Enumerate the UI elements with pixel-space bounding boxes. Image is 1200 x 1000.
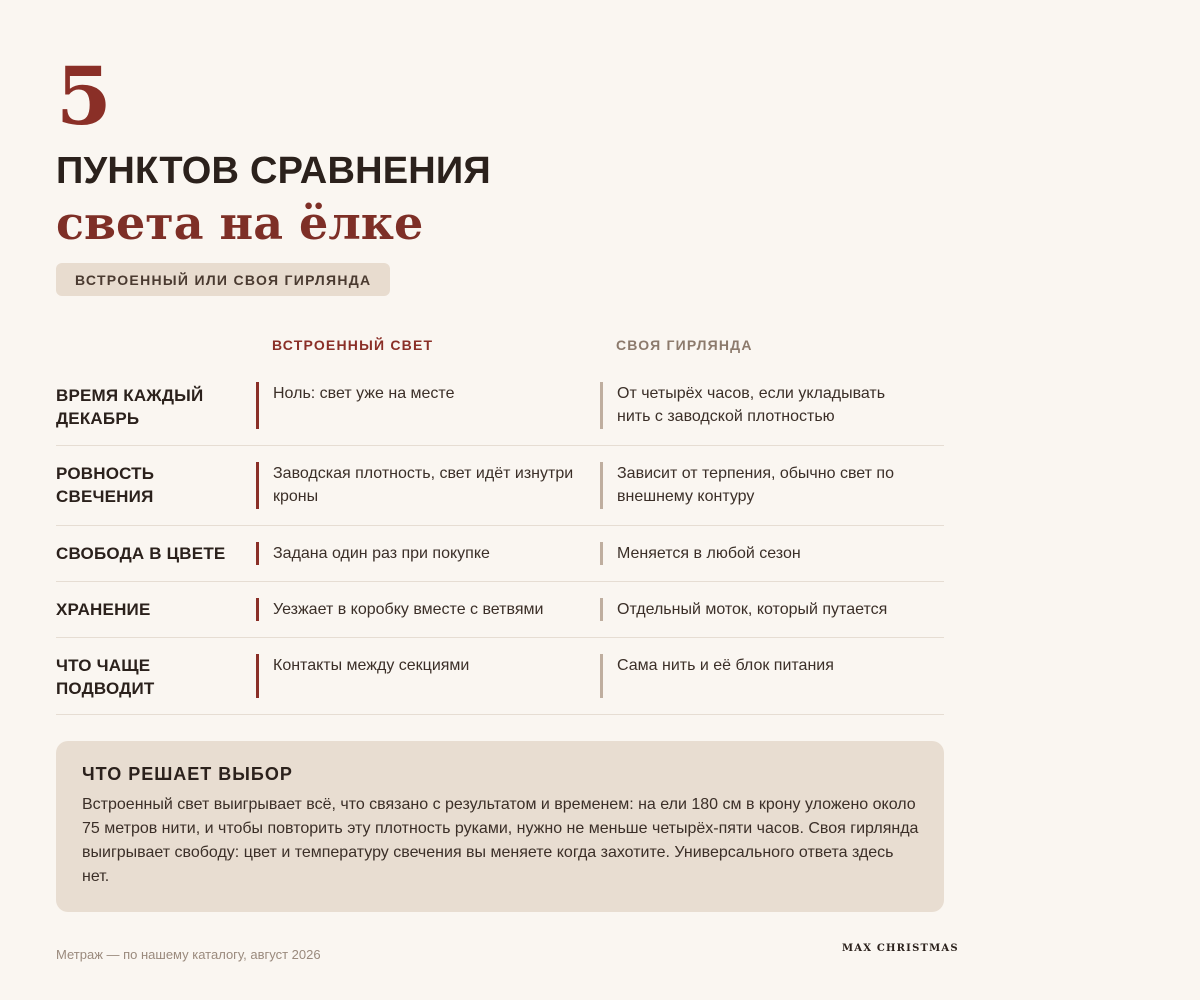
muted-bar xyxy=(600,654,603,698)
muted-bar xyxy=(600,598,603,621)
row-label: ЧТО ЧАЩЕ ПОДВОДИТ xyxy=(56,656,155,698)
brand-logo: MAX CHRISTMAS xyxy=(842,943,959,954)
summary-title: ЧТО РЕШАЕТ ВЫБОР xyxy=(82,764,293,784)
row-label: ВРЕМЯ КАЖДЫЙ ДЕКАБРЬ xyxy=(56,386,204,428)
cell-builtin xyxy=(256,382,576,429)
muted-bar xyxy=(600,382,603,429)
cell-builtin xyxy=(256,598,576,621)
cell-own xyxy=(600,542,920,565)
table-row xyxy=(56,526,944,582)
cell-text: Зависит от терпения, обычно свет по внешнему контуру xyxy=(617,465,894,505)
cell-own xyxy=(600,654,920,698)
cell-text: Уезжает в коробку вместе с ветвями xyxy=(273,601,544,618)
cell-own xyxy=(600,462,920,509)
cell-builtin xyxy=(256,462,576,509)
accent-bar xyxy=(256,598,259,621)
topic-tag: ВСТРОЕННЫЙ ИЛИ СВОЯ ГИРЛЯНДА xyxy=(56,263,390,296)
cell-text: Ноль: свет уже на месте xyxy=(273,385,455,402)
accent-bar xyxy=(256,382,259,429)
table-row xyxy=(56,370,944,446)
accent-bar xyxy=(256,462,259,509)
row-label: ХРАНЕНИЕ xyxy=(56,600,151,619)
comparison-table xyxy=(56,370,944,715)
page-title: ПУНКТОВ СРАВНЕНИЯ xyxy=(56,150,491,192)
column-header-builtin: ВСТРОЕННЫЙ СВЕТ xyxy=(272,337,434,353)
cell-text: Задана один раз при покупке xyxy=(273,545,490,562)
header-number: 5 xyxy=(56,49,112,143)
footnote: Метраж — по нашему каталогу, август 2026 xyxy=(56,947,321,962)
column-header-own: СВОЯ ГИРЛЯНДА xyxy=(616,337,753,353)
cell-text: Отдельный моток, который путается xyxy=(617,601,888,618)
summary-panel xyxy=(56,741,944,912)
accent-bar xyxy=(256,654,259,698)
cell-text: Контакты между секциями xyxy=(273,657,470,674)
cell-text: Меняется в любой сезон xyxy=(617,545,801,562)
cell-text: Сама нить и её блок питания xyxy=(617,657,834,674)
accent-bar xyxy=(256,542,259,565)
table-row xyxy=(56,582,944,638)
cell-text: От четырёх часов, если укладывать нить с заводской плотностью xyxy=(617,385,886,425)
table-row xyxy=(56,446,944,526)
muted-bar xyxy=(600,462,603,509)
summary-text: Встроенный свет выигрывает всё, что связано с результатом и временем: на ели 180 см в крону уложено около 75 метров нити, и чтобы повторить эту плотность руками, нужно не меньше четырёх-пяти часов. Своя гирлянда выигрывает свободу: цвет и температуру свечения вы меняете когда захотите. Универсального ответа здесь нет. xyxy=(82,796,919,885)
cell-builtin xyxy=(256,654,576,698)
page-subtitle: света на ёлке xyxy=(56,196,424,250)
cell-builtin xyxy=(256,542,576,565)
cell-own xyxy=(600,382,920,429)
cell-text: Заводская плотность, свет идёт изнутри кроны xyxy=(273,465,574,505)
table-row xyxy=(56,638,944,715)
cell-own xyxy=(600,598,920,621)
muted-bar xyxy=(600,542,603,565)
row-label: РОВНОСТЬ СВЕЧЕНИЯ xyxy=(56,464,155,506)
row-label: СВОБОДА В ЦВЕТЕ xyxy=(56,544,226,563)
